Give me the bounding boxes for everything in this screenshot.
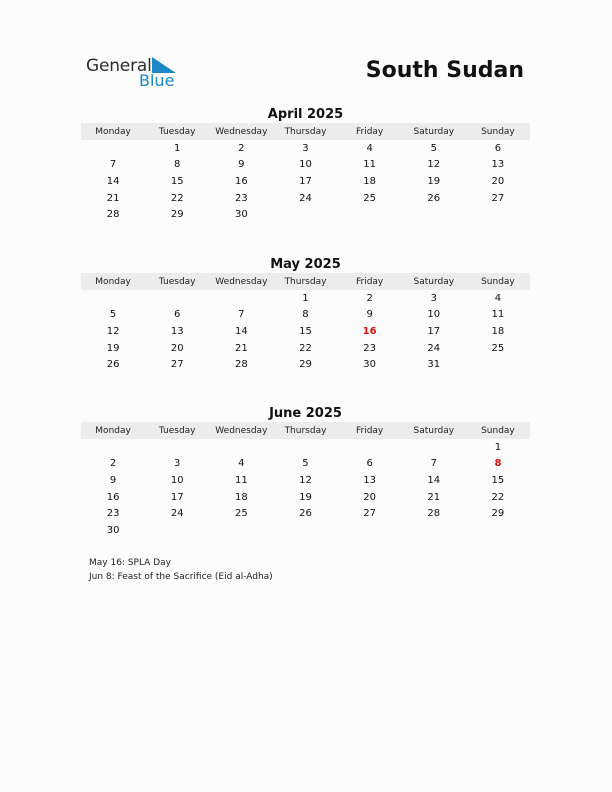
day-cell: 4 <box>238 458 245 470</box>
week-row <box>81 522 530 539</box>
day-cell: 21 <box>234 342 248 354</box>
logo-general-text: General <box>86 56 152 76</box>
empty-day-cell <box>209 522 273 539</box>
day-cell: 12 <box>427 159 441 171</box>
weekday-header: Friday <box>338 273 402 290</box>
empty-day-cell <box>338 439 402 456</box>
day-cell: 8 <box>494 458 502 470</box>
weekday-header-row <box>81 123 530 140</box>
country-title: South Sudan <box>365 58 524 83</box>
day-cell: 10 <box>427 309 441 321</box>
empty-day-cell <box>145 439 209 456</box>
empty-day-cell <box>81 290 145 307</box>
day-cell: 10 <box>170 474 184 486</box>
weekday-header: Tuesday <box>145 273 209 290</box>
day-cell: 10 <box>299 159 312 171</box>
day-cell: 21 <box>106 192 120 204</box>
day-cell: 6 <box>494 142 502 154</box>
day-cell: 12 <box>106 325 120 337</box>
weekday-header: Saturday <box>402 123 466 140</box>
month-title: April 2025 <box>267 107 344 122</box>
day-cell: 1 <box>494 441 502 453</box>
day-cell: 30 <box>106 524 120 536</box>
week-row <box>81 505 530 522</box>
day-cell: 7 <box>238 309 245 321</box>
weekday-header: Monday <box>81 123 145 140</box>
day-cell: 28 <box>427 508 441 520</box>
week-row <box>81 323 530 340</box>
day-cell: 1 <box>302 292 309 304</box>
day-cell: 4 <box>366 142 373 154</box>
empty-day-cell <box>273 206 337 223</box>
day-cell: 24 <box>427 342 441 354</box>
day-cell: 19 <box>427 175 441 187</box>
week-row <box>81 157 530 174</box>
day-cell: 15 <box>491 474 505 486</box>
day-cell: 3 <box>430 292 437 304</box>
empty-day-cell <box>466 356 530 373</box>
day-cell: 9 <box>238 159 245 171</box>
day-cell: 21 <box>427 491 441 503</box>
day-cell: 9 <box>109 474 117 486</box>
weekday-header: Thursday <box>273 123 337 140</box>
day-cell: 20 <box>170 342 184 354</box>
day-cell: 24 <box>299 192 312 204</box>
day-cell: 1 <box>174 142 181 154</box>
day-cell: 15 <box>299 325 312 337</box>
day-cell: 22 <box>170 192 184 204</box>
day-cell: 26 <box>106 359 120 371</box>
empty-day-cell <box>81 140 145 157</box>
day-cell: 11 <box>234 474 248 486</box>
day-cell: 3 <box>174 458 181 470</box>
day-cell: 25 <box>491 342 505 354</box>
day-cell: 23 <box>234 192 248 204</box>
day-cell: 24 <box>170 508 184 520</box>
day-cell: 18 <box>234 491 248 503</box>
month-grid <box>81 273 530 373</box>
holiday-notes <box>89 556 273 584</box>
day-cell: 14 <box>427 474 441 486</box>
week-row <box>81 340 530 357</box>
weekday-header: Wednesday <box>209 123 273 140</box>
week-row <box>81 356 530 373</box>
weekday-header: Saturday <box>402 273 466 290</box>
day-cell: 17 <box>170 491 184 503</box>
day-cell: 27 <box>491 192 505 204</box>
day-cell: 9 <box>366 309 373 321</box>
day-cell: 17 <box>299 175 312 187</box>
empty-day-cell <box>145 522 209 539</box>
day-cell: 14 <box>234 325 248 337</box>
logo-blue-text: Blue <box>139 71 175 90</box>
day-cell: 2 <box>109 458 117 470</box>
day-cell: 18 <box>491 325 505 337</box>
holiday-note: Jun 8: Feast of the Sacrifice (Eid al-Adha) <box>89 572 273 582</box>
day-cell: 16 <box>106 491 120 503</box>
day-cell: 8 <box>302 309 309 321</box>
day-cell: 8 <box>174 159 181 171</box>
month-grid <box>81 422 530 539</box>
month-grid <box>81 123 530 223</box>
empty-day-cell <box>145 290 209 307</box>
day-cell: 29 <box>491 508 505 520</box>
day-cell: 13 <box>363 474 376 486</box>
day-cell: 22 <box>491 491 505 503</box>
week-row <box>81 489 530 506</box>
month-block <box>81 256 530 373</box>
day-cell: 18 <box>363 175 376 187</box>
day-cell: 7 <box>109 159 117 171</box>
empty-day-cell <box>402 522 466 539</box>
day-cell: 30 <box>363 359 376 371</box>
weekday-header: Monday <box>81 273 145 290</box>
empty-day-cell <box>273 439 337 456</box>
month-title: May 2025 <box>270 257 341 272</box>
empty-day-cell <box>466 522 530 539</box>
day-cell: 27 <box>363 508 376 520</box>
day-cell: 25 <box>234 508 248 520</box>
day-cell: 29 <box>170 209 184 221</box>
weekday-header: Saturday <box>402 422 466 439</box>
weekday-header: Monday <box>81 422 145 439</box>
day-cell: 7 <box>430 458 437 470</box>
day-cell: 28 <box>234 359 248 371</box>
weekday-header: Thursday <box>273 422 337 439</box>
day-cell: 16 <box>234 175 248 187</box>
weekday-header: Sunday <box>466 422 530 439</box>
day-cell: 29 <box>299 359 312 371</box>
month-block <box>81 106 530 223</box>
weekday-header: Tuesday <box>145 422 209 439</box>
day-cell: 4 <box>494 292 502 304</box>
day-cell: 2 <box>366 292 373 304</box>
day-cell: 28 <box>106 209 120 221</box>
day-cell: 5 <box>302 458 309 470</box>
day-cell: 17 <box>427 325 441 337</box>
weekday-header: Wednesday <box>209 422 273 439</box>
month-title: June 2025 <box>269 406 342 421</box>
day-cell: 31 <box>427 359 441 371</box>
weekday-header: Sunday <box>466 273 530 290</box>
holiday-note: May 16: SPLA Day <box>89 558 171 568</box>
weekday-header: Wednesday <box>209 273 273 290</box>
day-cell: 11 <box>491 309 505 321</box>
weekday-header: Friday <box>338 422 402 439</box>
week-row <box>81 190 530 207</box>
day-cell: 15 <box>170 175 184 187</box>
month-block <box>81 405 530 539</box>
weekday-header: Friday <box>338 123 402 140</box>
week-row <box>81 439 530 456</box>
empty-day-cell <box>81 439 145 456</box>
logo <box>86 56 186 92</box>
day-cell: 13 <box>491 159 505 171</box>
week-row <box>81 140 530 157</box>
day-cell: 27 <box>170 359 184 371</box>
day-cell: 6 <box>366 458 373 470</box>
day-cell: 6 <box>174 309 181 321</box>
empty-day-cell <box>402 439 466 456</box>
empty-day-cell <box>466 206 530 223</box>
day-cell: 19 <box>299 491 312 503</box>
day-cell: 23 <box>363 342 376 354</box>
day-cell: 13 <box>170 325 184 337</box>
day-cell: 12 <box>299 474 312 486</box>
week-row <box>81 472 530 489</box>
day-cell: 2 <box>238 142 245 154</box>
day-cell: 16 <box>362 325 377 337</box>
empty-day-cell <box>209 290 273 307</box>
day-cell: 5 <box>430 142 437 154</box>
day-cell: 25 <box>363 192 376 204</box>
week-row <box>81 206 530 223</box>
day-cell: 20 <box>491 175 505 187</box>
day-cell: 19 <box>106 342 120 354</box>
weekday-header-row <box>81 273 530 290</box>
day-cell: 22 <box>299 342 312 354</box>
weekday-header: Thursday <box>273 273 337 290</box>
empty-day-cell <box>273 522 337 539</box>
day-cell: 3 <box>302 142 309 154</box>
day-cell: 11 <box>363 159 376 171</box>
empty-day-cell <box>402 206 466 223</box>
weekday-header: Sunday <box>466 123 530 140</box>
day-cell: 14 <box>106 175 120 187</box>
empty-day-cell <box>209 439 273 456</box>
weekday-header-row <box>81 422 530 439</box>
day-cell: 5 <box>109 309 117 321</box>
week-row <box>81 456 530 473</box>
empty-day-cell <box>338 522 402 539</box>
day-cell: 30 <box>234 209 248 221</box>
week-row <box>81 307 530 324</box>
empty-day-cell <box>338 206 402 223</box>
day-cell: 20 <box>363 491 376 503</box>
week-row <box>81 290 530 307</box>
week-row <box>81 173 530 190</box>
day-cell: 23 <box>106 508 120 520</box>
day-cell: 26 <box>427 192 441 204</box>
day-cell: 26 <box>299 508 312 520</box>
weekday-header: Tuesday <box>145 123 209 140</box>
